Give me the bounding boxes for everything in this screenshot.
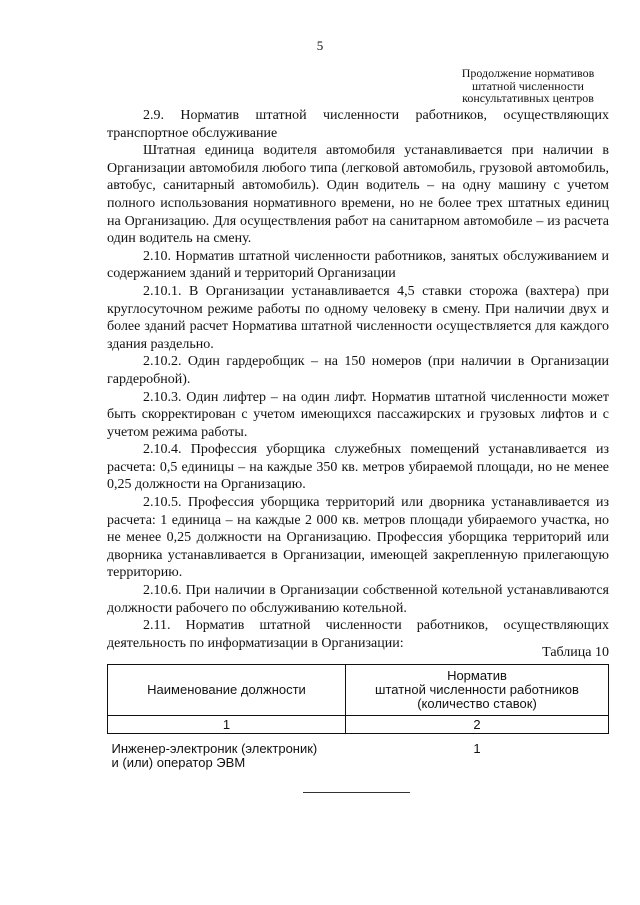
driver-norm-paragraph: Штатная единица водителя автомобиля устанавливается при наличии в Организации автомобиля любого типа (легковой автомобиль, грузовой автомобиль, автобус, санитарный автомобиль). Один водитель – на одну машину с учетом полного использования нормативного времени, но не более трех штатных единиц на Организацию. Для осуществления работ на санитарном автомобиле – из расчета один водитель на смену.: [107, 143, 609, 247]
table-row: [108, 734, 609, 771]
header-note-line: штатной численности: [472, 78, 584, 93]
column-header-norm-line: (количество ставок): [417, 696, 537, 711]
norm-value-cell: 1: [473, 741, 481, 756]
section-2-10-5: 2.10.5. Профессия уборщика территорий или дворника устанавливается из расчета: 1 единица – на каждые 2 000 кв. метров площади убираемого участка, но не менее 0,25 должности на Организацию. Профессия уборщика территорий или дворника устанавливается в Организации, имеющей закрепленную прилегающую территорию.: [107, 495, 609, 581]
document-body: [107, 107, 609, 652]
page-number: 5: [316, 38, 324, 53]
position-name-cell: [108, 734, 346, 771]
section-2-10-1: 2.10.1. В Организации устанавливается 4,5 ставки сторожа (вахтера) при круглосуточном режиме работы по одному человеку в смену. При наличии двух и более зданий расчет Норматива штатной численности осуществляется для каждого здания раздельно.: [107, 283, 609, 352]
section-2-10-6: 2.10.6. При наличии в Организации собственной котельной устанавливаются должности рабочего по обслуживанию котельной.: [107, 583, 609, 616]
column-header-position: Наименование должности: [108, 665, 346, 716]
section-2-10-3: 2.10.3. Один лифтер – на один лифт. Норматив штатной численности может быть скорректирован с учетом имеющихся пассажирских и грузовых лифтов и с учетом режима работы.: [107, 389, 609, 440]
column-header-norm-line: Норматив: [447, 668, 507, 683]
header-note-line: Продолжение нормативов: [461, 66, 595, 80]
header-note-line: консультативных центров: [462, 91, 594, 105]
position-name-line: и (или) оператор ЭВМ: [111, 755, 246, 770]
position-name-line: Инженер-электроник (электроник): [111, 741, 318, 756]
section-2-9-heading: 2.9. Норматив штатной численности работников, осуществляющих транспортное обслуживание: [107, 108, 609, 141]
section-2-10-4: 2.10.4. Профессия уборщика служебных помещений устанавливается из расчета: 0,5 единицы – на каждые 350 кв. метров убираемой площади, но не менее 0,25 должности на Организацию.: [107, 442, 609, 493]
footnote-separator: [303, 792, 410, 793]
section-2-11-heading: 2.11. Норматив штатной численности работников, осуществляющих деятельность по информатизации в Организации:: [107, 618, 609, 651]
header-note: [448, 67, 608, 105]
table-caption: Таблица 10: [542, 645, 609, 660]
column-number: 2: [346, 716, 609, 734]
column-header-norm-line: штатной численности работников: [375, 682, 579, 697]
column-header-norm: [346, 665, 609, 716]
column-number: 1: [108, 716, 346, 734]
section-2-10-heading: 2.10. Норматив штатной численности работников, занятых обслуживанием и содержанием зданий и территорий Организации: [107, 248, 609, 282]
staff-norm-table: [107, 664, 609, 770]
section-2-10-2: 2.10.2. Один гардеробщик – на 150 номеров (при наличии в Организации гардеробной).: [107, 354, 609, 387]
